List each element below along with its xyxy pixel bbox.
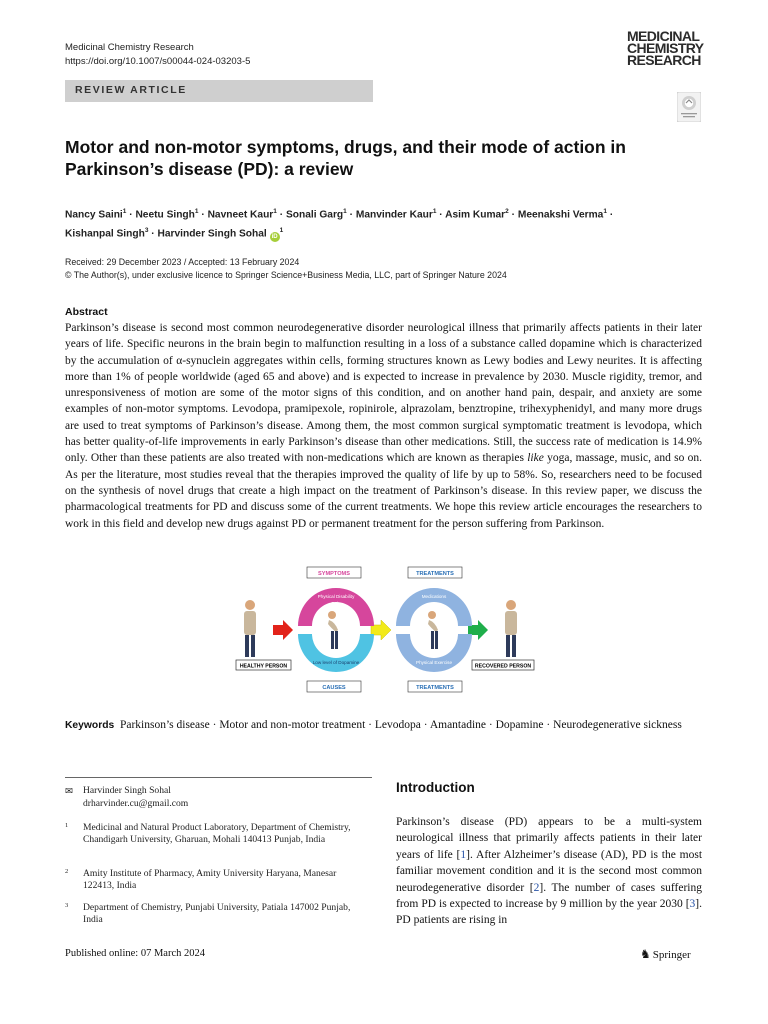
healthy-person-figure (244, 600, 256, 657)
arc-symptom-label: Pain (331, 601, 341, 606)
journal-logo: MEDICINAL CHEMISTRY RESEARCH (627, 28, 704, 68)
doi-link[interactable]: https://doi.org/10.1007/s00044-024-03203-5 (65, 56, 251, 67)
footnote-rule (65, 777, 372, 778)
author-name[interactable]: Asim Kumar (445, 209, 506, 221)
journal-header (65, 41, 250, 69)
introduction-text: Parkinson’s disease (PD) appears to be a multi-system neurological illness that primarily affects patients in their later years of life [1]. After Alzheimer’s disease (AD), PD is the most familiar movement condition and it is the second most common neurodegenerative disorder [2]. The number of cases suffering from PD is expected to increase by 9 million by the year 2030 [3]. PD patients are rising in (396, 816, 703, 927)
author-affiliation-marker: 1 (343, 208, 347, 215)
author-affiliation-marker: 2 (505, 208, 509, 215)
author-email[interactable]: drharvinder.cu@gmail.com (83, 798, 189, 809)
recovered-person-figure (505, 600, 517, 657)
author-affiliation-marker: 1 (194, 208, 199, 215)
keyword: Parkinson’s disease (119, 719, 210, 731)
graphical-abstract (230, 563, 535, 698)
keyword: Dopamine (495, 719, 544, 731)
reference-link[interactable]: 2 (533, 881, 540, 894)
keywords: Keywords Parkinson’s disease · Motor and non-motor treatment · Levodopa · Amantadine · Dopamine · Neurodegenerative sickness (65, 719, 682, 731)
author-affiliation-marker: 1 (603, 208, 607, 215)
treatments-bottom-label: TREATMENTS (416, 685, 454, 691)
sick-person-figure-1 (328, 611, 338, 649)
author-affiliation-marker: 1 (279, 227, 284, 235)
author-name[interactable]: Kishanpal Singh (65, 228, 145, 240)
received-accepted: Received: 29 December 2023 / Accepted: 13 February 2024 (65, 257, 300, 267)
yellow-arrow (371, 620, 391, 640)
publisher-logo: ♞ Springer (640, 947, 691, 961)
check-for-updates-icon[interactable] (677, 92, 701, 122)
recovered-label: RECOVERED PERSON (474, 663, 532, 670)
springer-horse-icon: ♞ (640, 947, 651, 961)
sick-person-figure-2 (428, 611, 438, 649)
arc-cause-label: Low level of Dopamine (312, 660, 360, 665)
journal-name: Medicinal Chemistry Research (65, 42, 194, 53)
arc-symptom-label: Physical Disability (317, 594, 355, 599)
abstract-heading: Abstract (65, 306, 108, 318)
copyright: © The Author(s), under exclusive licence to Springer Science+Business Media, LLC, part of Springer Nature 2024 (65, 270, 507, 280)
healthy-label: HEALTHY PERSON (239, 663, 288, 670)
arc-treatment-label: Medications (421, 594, 447, 599)
keyword: Neurodegenerative sickness (553, 719, 682, 731)
keyword: Amantadine (429, 719, 487, 731)
corresponding-author: Harvinder Singh Sohal (83, 785, 171, 796)
keyword: Levodopa (374, 719, 421, 731)
author-affiliation-marker: 1 (273, 208, 277, 215)
red-arrow (273, 620, 293, 640)
published-date: Published online: 07 March 2024 (65, 948, 205, 959)
author-affiliation-marker: 1 (432, 208, 437, 215)
author-affiliation-marker: 1 (122, 208, 127, 215)
author-name[interactable]: Nancy Saini (65, 209, 123, 221)
orcid-icon[interactable]: iD (271, 233, 278, 240)
abstract-text: Parkinson’s disease is second most common neurodegenerative disorder neurological illness that primarily affects patients in their later years of life. Specific neurons in the brain begin to malfunction resulting in a loss of a substance called dopamine which is characterized by the accumulation of α-synuclein aggregates within cells, forming structures known as Lewy bodies and Lewy neurites. It is affecting more than 1% of people worldwide (aged 65 and above) and is expected to increase in prevalence by 2030. Muscle rigidity, tremor, and unresponsiveness of motion are some of the motor signs of this condition, and on another hand pain, despair, and anxiety are some examples of non-motor symptoms. Levodopa, pramipexole, ropinirole, alprazolam, benztropine, trihexyphenidyl, and many more drugs are used to treat symptoms of Parkinson’s disease. Among them, the most common surgical symptomatic treatment is levodopa, which has better quality-of-life improvements in early Parkinson’s disease than other medications. Still, the success rate of medication is 14.9% only. Other than these patients are also treated with non-medications which are known as therapies like yoga, massage, music, and so on. As per the literature, most studies reveal that the therapies improved the quality of life by up to 58%. So, researchers need to be focused on the synthesis of novel drugs that create a high impact on the treatment of Parkinson’s disease. In this review paper, we discuss the pharmacological treatments for PD and discuss some of the current treatments. We hope this review article encourages the researchers to work in this field and develop new drugs against PD or permanent treatment for the person suffering from Parkinson. (65, 322, 702, 530)
author-name[interactable]: Navneet Kaur (207, 209, 274, 221)
reference-link[interactable]: 1 (460, 848, 467, 861)
keyword-list: Parkinson’s disease · Motor and non-motor treatment · Levodopa · Amantadine · Dopamine · Neurodegenerative sickness (119, 719, 682, 731)
article-title: Motor and non-motor symptoms, drugs, and their mode of action in Parkinson’s disease (PD): a review (65, 137, 626, 179)
author-affiliation-marker: 3 (144, 227, 149, 235)
symptoms-label: SYMPTOMS (318, 571, 350, 577)
author-name[interactable]: Meenakshi Verma (517, 209, 604, 221)
author-list: Nancy Saini$^1$ · Neetu Singh$^1$ · Navneet Kaur$^1$ · Sonali Garg$^1$ · Manvinder Kaur$^1$ · Asim Kumar$^2$ · Meenakshi Verma$^1$ · Kishanpal Singh$^3$ · Harvinder Singh Sohal $iD^1$ (65, 208, 614, 240)
introduction-heading: Introduction (396, 780, 475, 795)
keyword: Motor and non-motor treatment (219, 719, 366, 731)
causes-label: CAUSES (322, 685, 346, 691)
author-name[interactable]: Harvinder Singh Sohal (157, 228, 267, 240)
author-name[interactable]: Manvinder Kaur (355, 209, 433, 221)
reference-link[interactable]: 3 (689, 898, 696, 911)
arc-treatment-label: Physical Exercise (416, 660, 452, 665)
article-dates (65, 256, 507, 282)
envelope-icon: ✉ (65, 786, 74, 797)
author-name[interactable]: Sonali Garg (285, 209, 344, 221)
article-type-band (65, 80, 373, 102)
treatments-top-label: TREATMENTS (416, 571, 454, 577)
author-name[interactable]: Neetu Singh (135, 209, 195, 221)
article-type: REVIEW ARTICLE (75, 84, 187, 96)
